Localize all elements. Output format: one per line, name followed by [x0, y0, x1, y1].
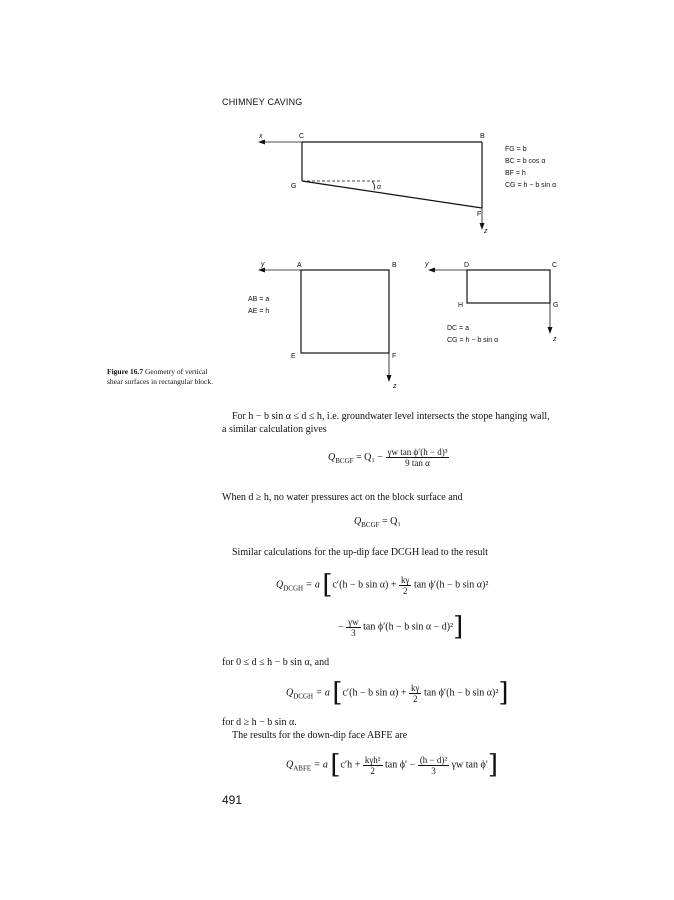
equation-q-abfe: [286, 750, 498, 780]
eq4-right-bracket: ]: [498, 678, 509, 708]
eq1-mid: = Q₁ −: [353, 451, 384, 463]
paragraph-1-line-1: For h − b sin α ≤ d ≤ h, i.e. groundwater level intersects the stope hanging wall,: [232, 411, 550, 422]
label-g: G: [291, 183, 297, 190]
label-z: z: [553, 336, 557, 343]
paragraph-3: Similar calculations for the up-dip face DCGH lead to the result: [232, 547, 489, 558]
face-dcgh: [467, 270, 550, 303]
eq3-f1-numerator: kγ: [400, 574, 410, 585]
eq2-rhs: = Q₁: [379, 516, 401, 527]
eq3-q: Q: [276, 579, 284, 591]
eq3-f2-denominator: 3: [351, 627, 356, 638]
eq5-f1-denominator: 2: [370, 765, 375, 776]
left-diagram: [248, 261, 397, 390]
top-diagram: [258, 133, 556, 235]
label-alpha: α: [377, 184, 381, 191]
eq1-fraction: [386, 447, 450, 468]
eq4-left-bracket: [: [332, 678, 343, 708]
eq5-left-bracket: [: [330, 750, 341, 780]
label-f: F: [477, 211, 482, 218]
eq3-sub: DCGH: [283, 584, 304, 593]
eq4-sub: DCGH: [293, 692, 314, 701]
label-d: D: [464, 262, 470, 269]
eq5-fraction-2: [418, 755, 449, 776]
eq1-q: Q: [328, 451, 336, 463]
note-cg: CG = h − b sin α: [447, 337, 499, 344]
alpha-arc: [372, 181, 375, 190]
label-f: F: [392, 353, 397, 360]
eq3-f2-numerator: γw: [348, 616, 359, 627]
note-dc: DC = a: [447, 325, 469, 332]
eq5-f2-numerator: (h − d)²: [419, 754, 448, 765]
label-c: C: [299, 133, 305, 140]
eq3-f1-denominator: 2: [402, 585, 408, 596]
note-bf: BF = h: [505, 170, 526, 177]
z-arrow-icon: [387, 375, 392, 382]
paragraph-4: for 0 ≤ d ≤ h − b sin α, and: [222, 657, 330, 668]
note-bc: BC = b cos α: [505, 158, 546, 165]
x-arrow-icon: [258, 140, 265, 145]
figure-diagram: [0, 0, 674, 400]
label-x: x: [259, 133, 263, 140]
eq3-fraction-1: [399, 575, 411, 596]
eq5-right-bracket: ]: [487, 750, 499, 780]
eq1-denominator: 9 tan α: [405, 458, 430, 468]
eq3-left-bracket: [: [322, 570, 333, 600]
equation-q-bcgf-full: [354, 516, 401, 529]
equation-q-dcgh-full: [286, 678, 508, 708]
eq3-minus: −: [338, 621, 344, 633]
edge-gf: [302, 181, 482, 208]
y-arrow-icon: [428, 268, 435, 273]
label-h: H: [458, 302, 464, 309]
eq3-a: = a: [303, 579, 320, 591]
page-number: 491: [222, 793, 243, 807]
eq4-f-denominator: 2: [412, 693, 418, 704]
figure-caption: [107, 367, 222, 387]
eq5-a: = a: [311, 759, 328, 771]
caption-label: Figure 16.7: [107, 367, 144, 376]
note-ae: AE = h: [248, 308, 270, 315]
note-ab: AB = a: [248, 296, 270, 303]
eq4-q: Q: [286, 687, 294, 699]
label-b: B: [392, 262, 397, 269]
eq4-f-numerator: kγ: [410, 682, 420, 693]
eq3-fraction-2: [346, 617, 360, 638]
equation-q-dcgh-line-1: [276, 570, 488, 600]
paragraph-1-line-2: a similar calculation gives: [222, 424, 327, 435]
eq1-numerator: γw tan ϕ′(h − d)³: [387, 447, 448, 457]
eq4-term-1: c′(h − b sin α) +: [342, 687, 407, 699]
label-z: z: [484, 228, 488, 235]
paragraph-6: The results for the down-dip face ABFE are: [232, 730, 408, 741]
eq5-q: Q: [286, 759, 294, 771]
note-fg: FG = b: [505, 146, 527, 153]
eq3-term-2: tan ϕ′(h − b sin α)²: [413, 579, 489, 591]
eq5-term-1: c′h +: [340, 759, 361, 771]
eq5-f2-denominator: 3: [431, 765, 436, 776]
eq4-fraction: [409, 683, 421, 704]
eq4-term-2: tan ϕ′(h − b sin α)²: [423, 687, 499, 699]
y-arrow-icon: [258, 268, 265, 273]
label-c: C: [552, 262, 558, 269]
label-g: G: [553, 302, 559, 309]
paragraph-5: for d ≥ h − b sin α.: [222, 717, 297, 728]
caption-text: Geometry of vertical shear surfaces in rectangular block.: [107, 367, 213, 386]
eq5-f1-numerator: kγh²: [364, 754, 381, 765]
eq3-term-3: tan ϕ′(h − b sin α − d)²: [363, 621, 454, 633]
z-arrow-icon: [548, 327, 553, 334]
eq5-term-2: tan ϕ′ −: [385, 759, 416, 771]
eq2-sub: BCGF: [361, 521, 380, 529]
eq4-a: = a: [313, 687, 330, 699]
equation-q-bcgf-partial: [328, 447, 449, 468]
eq3-term-1: c′(h − b sin α) +: [332, 579, 397, 591]
label-y: y: [261, 261, 265, 268]
eq5-term-3: γw tan ϕ′: [451, 759, 488, 771]
right-diagram: [424, 261, 558, 344]
eq1-sub: BCGF: [335, 456, 354, 465]
eq5-sub: ABFE: [293, 764, 312, 773]
label-a: A: [297, 262, 302, 269]
eq2-q: Q: [354, 516, 362, 527]
label-e: E: [291, 353, 296, 360]
label-y: y: [425, 261, 429, 268]
eq3-right-bracket: ]: [453, 612, 464, 642]
label-b: B: [480, 133, 485, 140]
label-z: z: [393, 383, 397, 390]
face-abfe: [301, 270, 389, 353]
note-cg: CG = h − b sin α: [505, 182, 557, 189]
paragraph-2: When d ≥ h, no water pressures act on the block surface and: [222, 492, 463, 503]
equation-q-dcgh-line-2: [338, 612, 463, 642]
running-header: CHIMNEY CAVING: [222, 97, 303, 107]
eq5-fraction-1: [363, 755, 383, 776]
